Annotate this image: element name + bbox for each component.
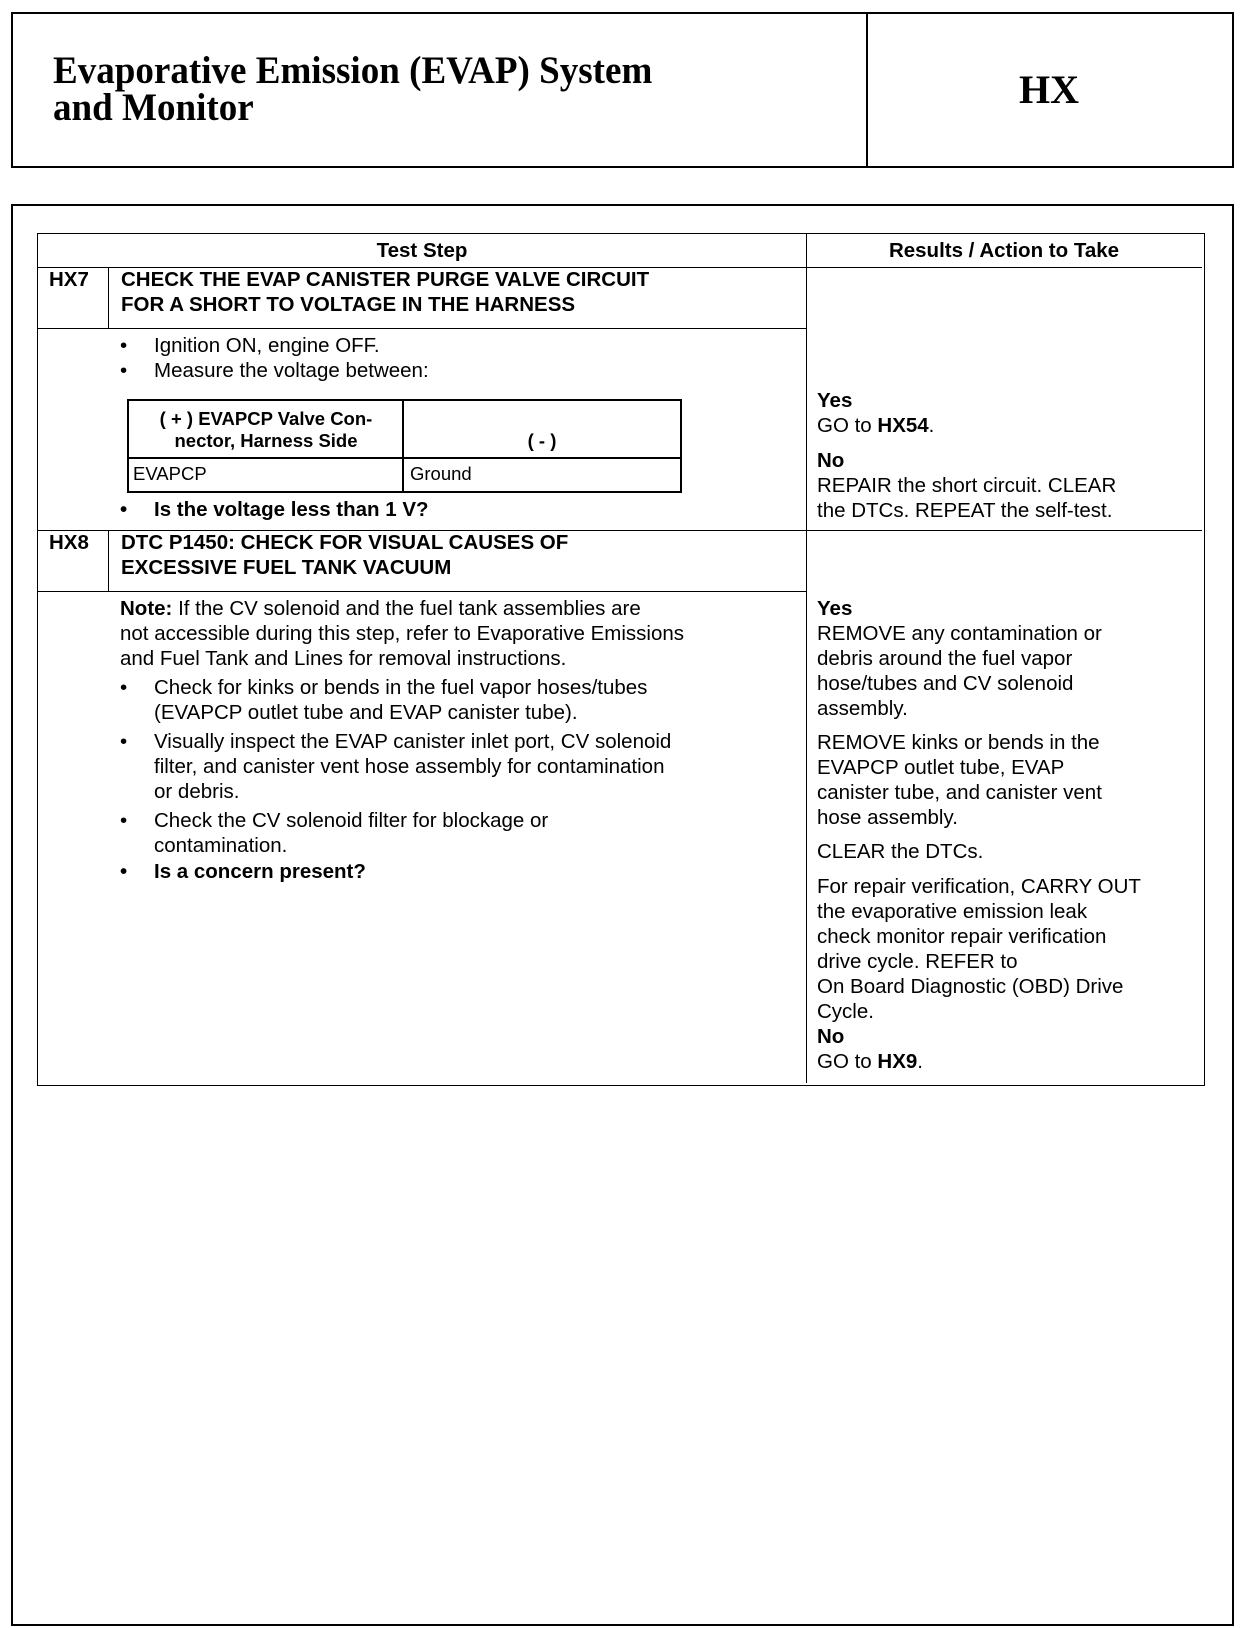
column-header-results: Results / Action to Take (888, 239, 1120, 262)
goto-link-hx54[interactable]: HX54 (877, 414, 929, 437)
step-title-hx7: CHECK THE EVAP CANISTER PURGE VALVE CIRCUIT FOR A SHORT TO VOLTAGE IN THE HARNESS (121, 268, 650, 316)
result-yes-paragraph: REMOVE any contamination or debris around the fuel vapor hose/tubes and CV solenoid assembly. (817, 622, 1102, 720)
hx7-title-divider (38, 328, 806, 329)
result-yes-paragraph: For repair verification, CARRY OUT the evaporative emission leak check monitor repair verification drive cycle. REFER to On Board Diagnostic (OBD) Drive Cycle. (817, 875, 1141, 1023)
step-id-hx7: HX7 (49, 268, 89, 291)
measurement-header-divider (129, 457, 680, 459)
step-id-hx8: HX8 (49, 531, 89, 554)
result-yes-paragraph: CLEAR the DTCs. (817, 840, 984, 863)
result-yes-label: Yes (817, 389, 853, 412)
page-title: Evaporative Emission (EVAP) System and Monitor (53, 49, 653, 129)
result-yes-paragraph: REMOVE kinks or bends in the EVAPCP outlet tube, EVAP canister tube, and canister vent hose assembly. (817, 731, 1102, 829)
measurement-header-plus: ( + ) EVAPCP Valve Con- nector, Harness Side (159, 408, 373, 451)
hx7-id-divider (108, 267, 109, 328)
step-title-hx8: DTC P1450: CHECK FOR VISUAL CAUSES OF EXCESSIVE FUEL TANK VACUUM (121, 531, 569, 579)
column-header-test-step: Test Step (376, 239, 468, 262)
result-yes-label: Yes (817, 597, 853, 620)
result-no-label: No (817, 1025, 845, 1048)
measurement-cell-plus: EVAPCP (133, 463, 207, 484)
result-no-label: No (817, 449, 845, 472)
measurement-cell-minus: Ground (410, 463, 472, 484)
result-yes-action: GO to HX54. (817, 414, 935, 437)
hx8-title-divider (38, 591, 806, 592)
result-no-action: GO to HX9. (817, 1050, 923, 1073)
result-no-action: REPAIR the short circuit. CLEAR the DTCs. REPEAT the self-test. (817, 474, 1117, 522)
column-divider (806, 234, 807, 1083)
section-code: HX (1019, 67, 1079, 112)
measurement-table (127, 399, 682, 493)
note-hx8: Note: If the CV solenoid and the fuel tank assemblies are not accessible during this step, refer to Evaporative Emissions and Fuel Tank and Lines for removal instructions. (120, 597, 685, 670)
hx8-id-divider (108, 530, 109, 591)
page-header (11, 12, 1234, 168)
measurement-header-minus: ( - ) (527, 430, 557, 451)
test-step-table: Test Step Results / Action to Take HX7 CHECK THE EVAP CANISTER PURGE VALVE CIRCUIT FOR A SHORT TO VOLTAGE IN THE HARNESS • Ignition ON, engine OFF. • Measure the voltage between: ( + ) EVAPCP Valve Con- nector, Harness Side ( - ) EVAPCP Ground • Is the voltage less than 1 V? Yes GO to HX54. No REPAIR the short circuit. CLEAR the DTCs. REPEAT the self-test. HX8 DTC P1450: CHECK FOR VISUAL CAUSES OF EXCESSIVE FUEL TANK VACUUM Note: If the CV solenoid and the fuel tank assemblies are not accessible during this step, refer to Evaporative Emissions and Fuel Tank and Lines for removal instructions. • Check for kinks or bends in the fuel vapor hoses/tubes (EVAPCP outlet tube and EVAP canister tube). • Visually inspect the EVAP canister inlet port, CV solenoid filter, and canister vent hose assembly for contamination or debris. • Check the CV solenoid filter for blockage or contamination. • Is a concern present? Yes REMOVE any contamination or debris around the fuel vapor hose/tubes and CV solenoid assembly. REMOVE kinks or bends in the EVAPCP outlet tube, EVAP canister tube, and canister vent hose assembly. CLEAR the DTCs. For repair verification, CARRY OUT the evaporative emission leak check monitor repair verification drive cycle. REFER to On Board Diagnostic (OBD) Drive Cycle. No GO to HX9. (37, 233, 1205, 1086)
goto-link-hx9[interactable]: HX9 (877, 1050, 918, 1073)
